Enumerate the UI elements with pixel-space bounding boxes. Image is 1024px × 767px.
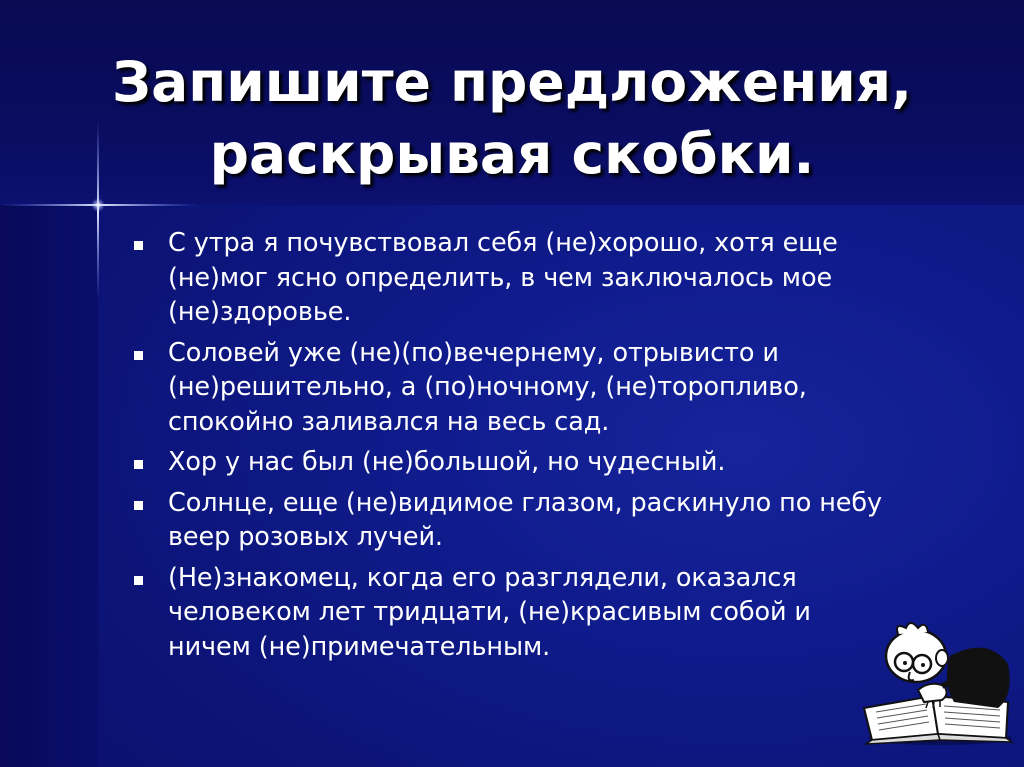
bullet-line: (Не)знакомец, когда его разглядели, оказался [168,562,797,593]
bullet-line: (не)здоровье. [168,297,352,327]
bullet-square-icon [134,501,143,510]
bullet-line: человеком лет тридцати, (не)красивым собой и [168,597,811,627]
bullet-line: ничем (не)примечательным. [168,631,551,662]
bullet-line: Хор у нас был (не)большой, но чудесный. [168,447,726,477]
bullet-square-icon [134,241,143,250]
bullet-item [130,486,930,555]
bullet-list [130,226,930,670]
bullet-item [130,445,930,480]
bullet-line: Солнце, еще (не)видимое глазом, раскинуло по небу [168,487,882,518]
bullet-square-icon [134,460,143,469]
bullet-square-icon [134,351,143,360]
bullet-line: (не)решительно, а (по)ночному, (не)торопливо, [168,372,807,402]
bullet-line: С утра я почувствовал себя (не)хорошо, хотя еще [168,228,838,258]
bullet-line: спокойно заливался на весь сад. [168,406,610,437]
slide-title [0,46,1024,190]
bullet-line: веер розовых лучей. [168,522,443,552]
bullet-line: (не)мог ясно определить, в чем заключалось мое [168,262,833,293]
bullet-square-icon [134,576,143,585]
bullet-line: Соловей уже (не)(по)вечернему, отрывисто и [168,337,779,368]
reader-with-book-icon [858,616,1014,746]
bullet-item [130,336,930,440]
title-line-2: раскрывая скобки. [209,122,815,186]
bullet-item [130,561,930,665]
title-line-1: Запишите предложения, [112,50,912,114]
bullet-item [130,226,930,330]
